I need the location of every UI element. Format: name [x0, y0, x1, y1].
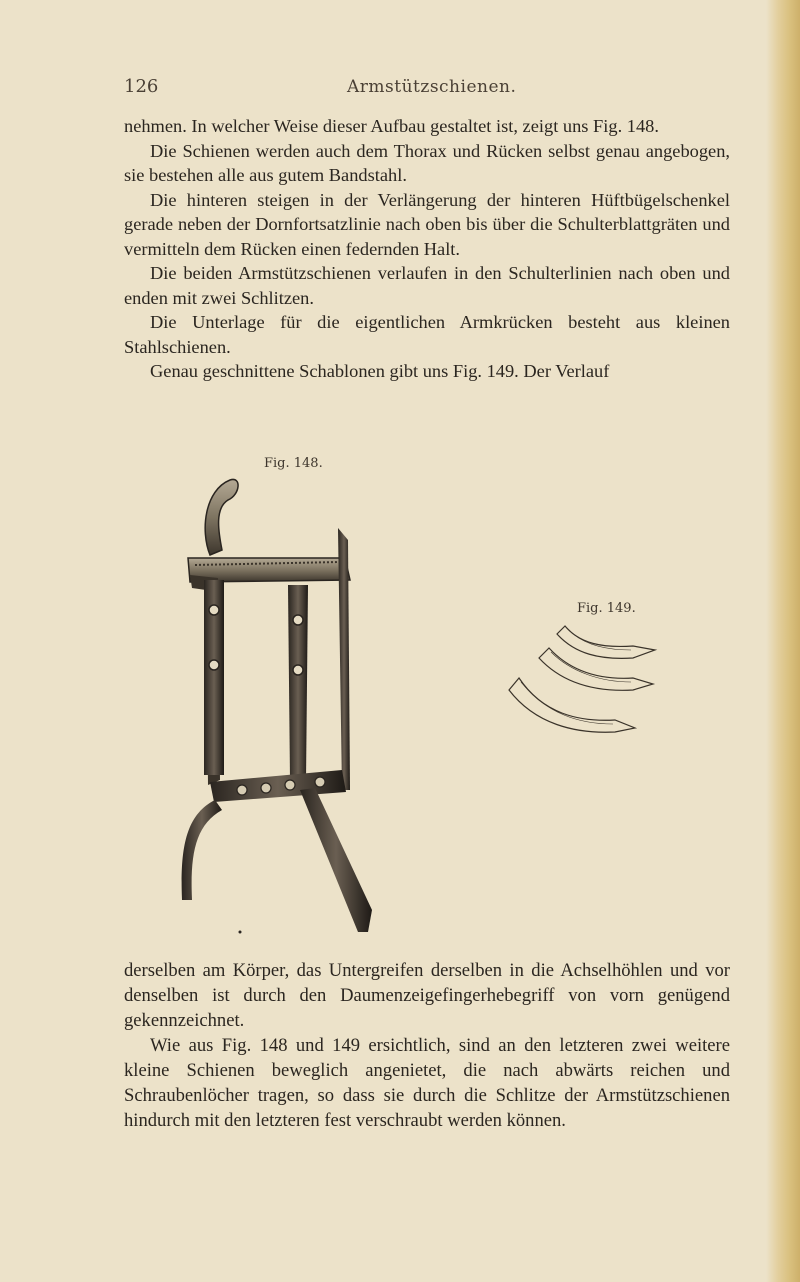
- figure-149-caption: Fig. 149.: [577, 601, 636, 616]
- paragraph: Die beiden Armstützschienen verlaufen in den Schulterlinien nach oben und enden mit zwei Schlitzen.: [124, 263, 730, 308]
- paragraph: derselben am Körper, das Untergreifen derselben in die Achselhöhlen und vor denselben ist durch den Daumenzeigefingerhebegriff von vorn genügend gekennzeichnet.: [124, 960, 730, 1031]
- body-text-bottom: [124, 958, 730, 1133]
- running-title: Armstützschienen.: [347, 77, 517, 97]
- paragraph: Genau geschnittene Schablonen gibt uns Fig. 149. Der Verlauf: [150, 361, 610, 381]
- body-text-top: [124, 114, 730, 384]
- figure-149-illustration: [505, 620, 705, 750]
- figure-148-caption: Fig. 148.: [264, 456, 323, 471]
- paragraph: Wie aus Fig. 148 und 149 ersichtlich, sind an den letzteren zwei weitere kleine Schienen beweglich angenietet, die nach abwärts reichen und Schraubenlöcher tragen, so dass sie durch die Schlitze der Armstützschienen hindurch mit den letzteren fest verschraubt werden können.: [124, 1035, 730, 1131]
- paragraph: Die hinteren steigen in der Verlängerung der hinteren Hüftbügelschenkel gerade neben der Dornfortsatzlinie nach oben bis über die Schulterblattgräten und vermitteln dem Rücken einen federnden Halt.: [124, 189, 730, 259]
- paragraph: Die Unterlage für die eigentlichen Armkrücken besteht aus kleinen Stahlschienen.: [124, 312, 730, 357]
- paragraph: nehmen. In welcher Weise dieser Aufbau gestaltet ist, zeigt uns Fig. 148.: [124, 116, 659, 136]
- page-number: 126: [124, 76, 159, 97]
- paragraph: Die Schienen werden auch dem Thorax und Rücken selbst genau angebogen, sie bestehen alle aus gutem Bandstahl.: [124, 140, 730, 185]
- page-header: [0, 76, 800, 100]
- page-edge-shading: [766, 0, 800, 1282]
- figure-148-illustration: [170, 470, 390, 940]
